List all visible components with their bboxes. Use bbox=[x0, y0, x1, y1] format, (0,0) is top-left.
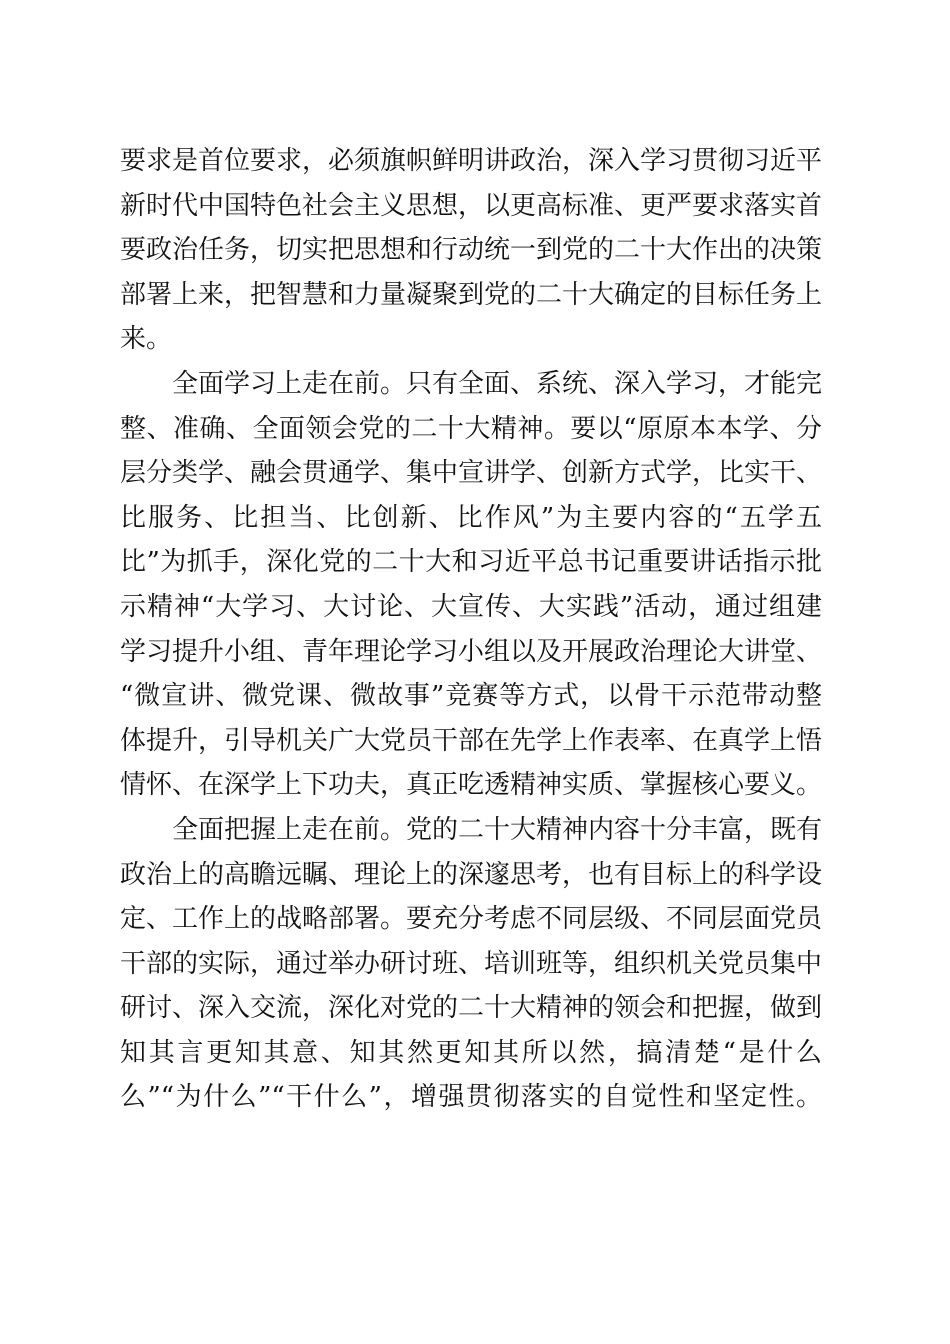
paragraph bbox=[120, 362, 822, 808]
text-line: 体提升，引导机关广大党员干部在先学上作表率、在真学上悟 bbox=[120, 725, 823, 756]
text-line: 全面把握上走在前。党的二十大精神内容十分丰富，既有 bbox=[172, 814, 823, 845]
text-line: 来。 bbox=[120, 324, 173, 355]
text-line: 全面学习上走在前。只有全面、系统、深入学习，才能完 bbox=[172, 368, 823, 399]
text-line: “微宣讲、微党课、微故事”竞赛等方式，以骨干示范带动整 bbox=[120, 681, 822, 712]
text-line: 干部的实际，通过举办研讨班、培训班等，组织机关党员集中 bbox=[120, 948, 823, 979]
paragraph bbox=[120, 139, 822, 362]
text-line: 要求是首位要求，必须旗帜鲜明讲政治，深入学习贯彻习近平 bbox=[120, 146, 823, 176]
text-line: 要政治任务，切实把思想和行动统一到党的二十大作出的决策 bbox=[120, 235, 823, 266]
text-line: 新时代中国特色社会主义思想，以更高标准、更严要求落实首 bbox=[120, 190, 823, 221]
text-line: 部署上来，把智慧和力量凝聚到党的二十大确定的目标任务上 bbox=[120, 279, 823, 310]
document-page bbox=[120, 139, 822, 1120]
text-line: 示精神“大学习、大讨论、大宣传、大实践”活动，通过组建 bbox=[120, 591, 822, 622]
text-line: 整、准确、全面领会党的二十大精神。要以“原原本本学、分 bbox=[120, 413, 822, 444]
text-line: 层分类学、融会贯通学、集中宣讲学、创新方式学，比实干、 bbox=[120, 458, 823, 489]
text-line: 比”为抓手，深化党的二十大和习近平总书记重要讲话指示批 bbox=[120, 547, 822, 578]
text-line: 定、工作上的战略部署。要充分考虑不同层级、不同层面党员 bbox=[120, 904, 823, 935]
paragraph bbox=[120, 808, 822, 1120]
text-line: 么”“为什么”“干什么”，增强贯彻落实的自觉性和坚定性。 bbox=[120, 1082, 822, 1113]
text-line: 政治上的高瞻远瞩、理论上的深邃思考，也有目标上的科学设 bbox=[120, 859, 823, 890]
text-line: 情怀、在深学上下功夫，真正吃透精神实质、掌握核心要义。 bbox=[120, 770, 823, 801]
text-line: 学习提升小组、青年理论学习小组以及开展政治理论大讲堂、 bbox=[120, 636, 823, 667]
text-line: 研讨、深入交流，深化对党的二十大精神的领会和把握，做到 bbox=[120, 993, 823, 1024]
text-line: 比服务、比担当、比创新、比作风”为主要内容的“五学五 bbox=[120, 502, 822, 533]
text-line: 知其言更知其意、知其然更知其所以然，搞清楚“是什么 bbox=[120, 1037, 822, 1068]
